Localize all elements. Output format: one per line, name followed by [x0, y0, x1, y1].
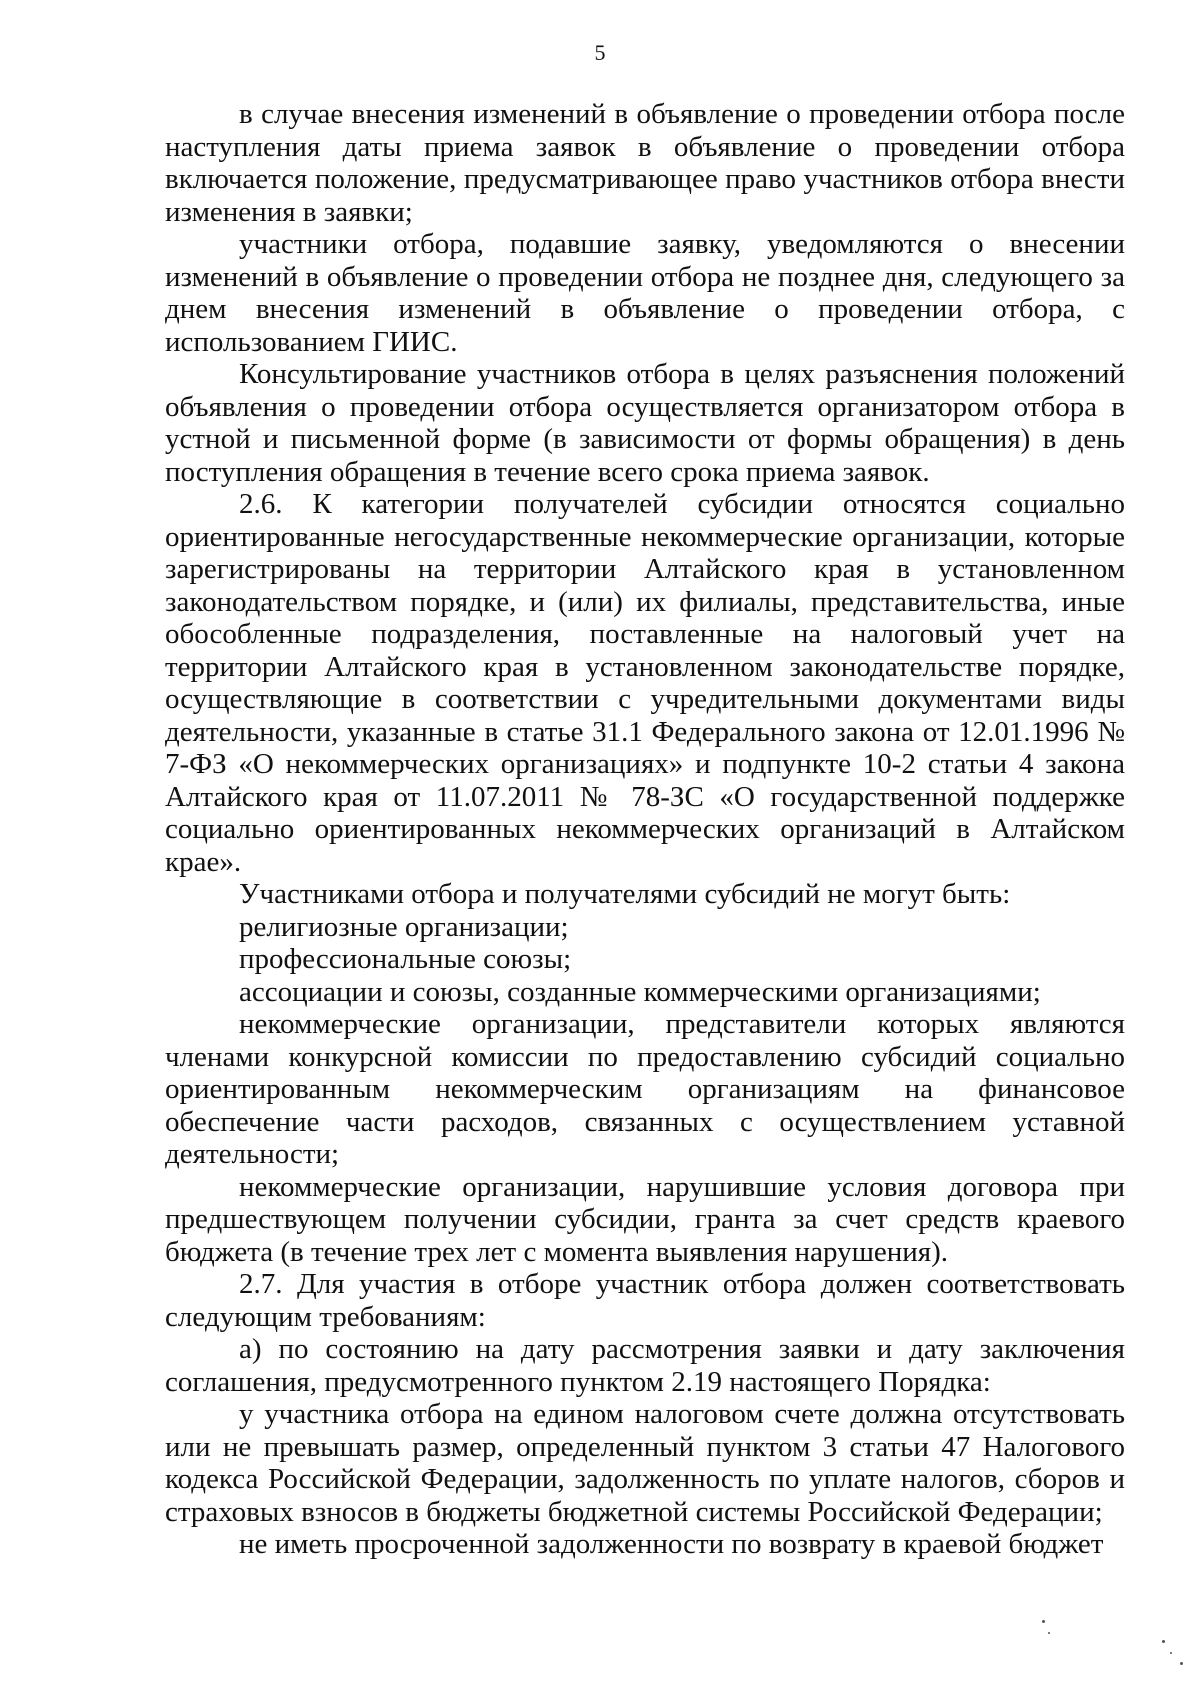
paragraph: участники отбора, подавшие заявку, уведомляются о внесении изменений в объявление о проведении отбора не позднее дня, следующего за днем внесения изменений в объявление о проведении отбора, с использованием ГИИС.	[165, 228, 1125, 358]
scan-speck	[1180, 1662, 1183, 1665]
scan-speck	[1042, 1620, 1045, 1623]
paragraph: Консультирование участников отбора в целях разъяснения положений объявления о проведении отбора осуществляется организатором отбора в устной и письменной форме (в зависимости от формы обращения) в день поступления обращения в течение всего срока приема заявок.	[165, 358, 1125, 488]
page-number: 5	[594, 40, 606, 65]
paragraph: профессиональные союзы;	[239, 943, 572, 975]
scan-speck	[1162, 1640, 1165, 1643]
paragraph: Участниками отбора и получателями субсидий не могут быть:	[239, 878, 1011, 910]
document-body	[165, 98, 1125, 1561]
paragraph: у участника отбора на едином налоговом счете должна отсутствовать или не превышать размер, определенный пунктом 3 статьи 47 Налогового кодекса Российской Федерации, задолженность по уплате налогов, сборов и страховых взносов в бюджеты бюджетной системы Российской Федерации;	[165, 1398, 1125, 1528]
paragraph: в случае внесения изменений в объявление о проведении отбора после наступления даты приема заявок в объявление о проведении отбора включается положение, предусматривающее право участников отбора внести изменения в заявки;	[165, 98, 1125, 228]
paragraph: религиозные организации;	[239, 910, 569, 943]
paragraph: не иметь просроченной задолженности по возврату в краевой бюджет	[239, 1528, 1104, 1560]
paragraph: 2.6. К категории получателей субсидии относятся социально ориентированные негосударственные некоммерческие организации, которые зарегистрированы на территории Алтайского края в установленном законодательством порядке, и (или) их филиалы, представительства, иные обособленные подразделения, поставленные на налоговый учет на территории Алтайского края в установленном законодательстве порядке, осуществляющие в соответствии с учредительными документами виды деятельности, указанные в статье 31.1 Федерального закона от 12.01.1996 № 7-ФЗ «О некоммерческих организациях» и подпункте 10-2 статьи 4 закона Алтайского края от 11.07.2011 № 78-ЗС «О государственной поддержке социально ориентированных некоммерческих организаций в Алтайском крае».	[165, 488, 1125, 878]
paragraph: 2.7. Для участия в отборе участник отбора должен соответствовать следующим требованиям:	[165, 1268, 1125, 1333]
scan-speck	[1170, 1652, 1172, 1654]
paragraph: а) по состоянию на дату рассмотрения заявки и дату заключения соглашения, предусмотренного пунктом 2.19 настоящего Порядка:	[165, 1333, 1125, 1398]
scan-speck	[1048, 1632, 1050, 1634]
paragraph: ассоциации и союзы, созданные коммерческими организациями;	[239, 975, 1041, 1008]
paragraph: некоммерческие организации, представители которых являются членами конкурсной комиссии по предоставлению субсидий социально ориентированным некоммерческим организациям на финансовое обеспечение части расходов, связанных с осуществлением уставной деятельности;	[165, 1008, 1125, 1170]
paragraph: некоммерческие организации, нарушившие условия договора при предшествующем получении субсидии, гранта за счет средств краевого бюджета (в течение трех лет с момента выявления нарушения).	[165, 1170, 1125, 1268]
